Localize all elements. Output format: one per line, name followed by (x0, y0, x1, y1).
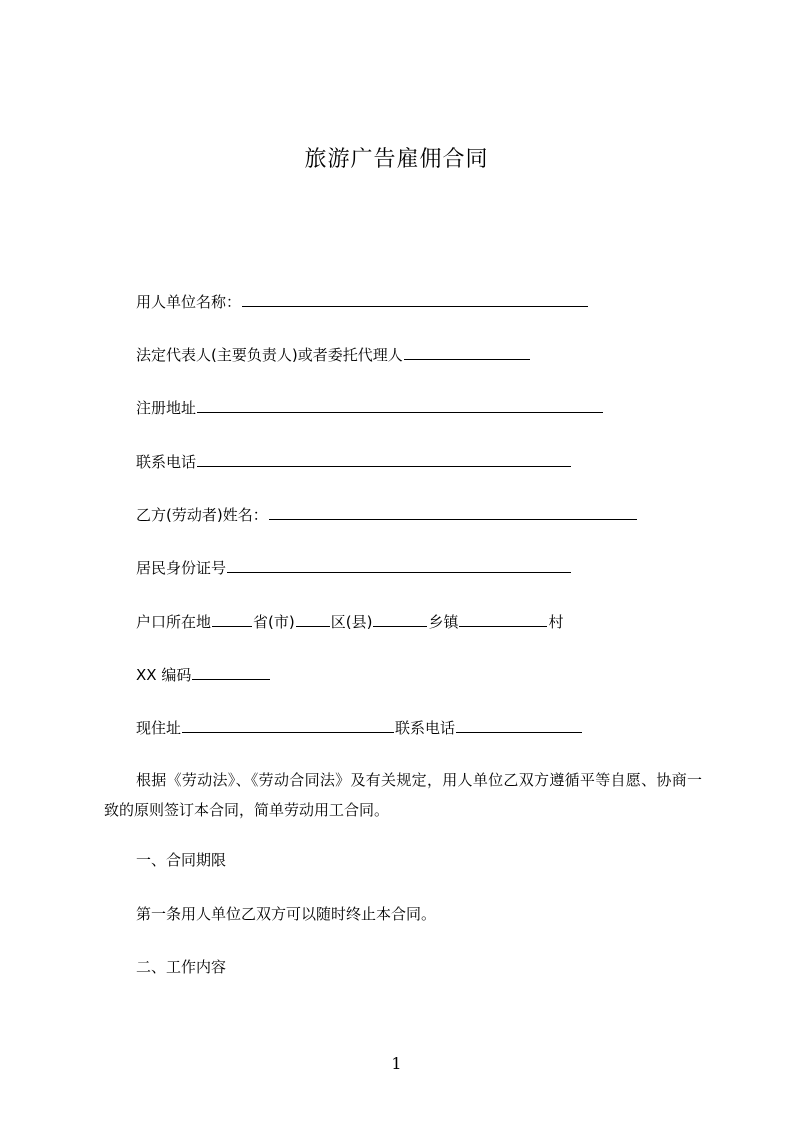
representative-line (136, 345, 531, 365)
postal-code-blank[interactable] (192, 665, 270, 680)
intro-paragraph: 根据《劳动法》、《劳动合同法》及有关规定，用人单位乙双方遵循平等自愿、协商一致的原则签订本合同，简单劳动用工合同。 (104, 771, 702, 819)
hukou-line (136, 612, 563, 632)
section2-heading: 二、工作内容 (136, 958, 227, 976)
hukou-province-label: 省(市) (253, 613, 295, 631)
employer-phone-line (136, 452, 572, 472)
representative-blank[interactable] (404, 345, 530, 360)
id-number-line (136, 558, 572, 578)
worker-name-blank[interactable] (269, 505, 637, 520)
employer-name-label: 用人单位名称： (136, 293, 242, 311)
hukou-district-blank[interactable] (296, 612, 330, 627)
current-address-label: 现住址 (136, 719, 182, 737)
page-number: 1 (391, 1054, 402, 1073)
registered-address-line (136, 398, 604, 418)
hukou-province-blank[interactable] (212, 612, 252, 627)
hukou-village-label: 村 (548, 613, 564, 631)
hukou-town-blank[interactable] (373, 612, 427, 627)
worker-contact-phone-blank[interactable] (456, 718, 582, 733)
id-number-label: 居民身份证号 (136, 559, 227, 577)
worker-contact-phone-label: 联系电话 (395, 719, 456, 737)
employer-name-line (136, 292, 589, 312)
employer-phone-label: 联系电话 (136, 453, 197, 471)
document-title: 旅游广告雇佣合同 (304, 147, 489, 172)
worker-name-line (136, 505, 638, 525)
section1-heading: 一、合同期限 (136, 851, 227, 869)
hukou-town-label: 乡镇 (428, 613, 459, 631)
registered-address-blank[interactable] (197, 398, 603, 413)
id-number-blank[interactable] (227, 558, 571, 573)
current-address-line (136, 718, 583, 738)
postal-code-line (136, 665, 271, 685)
article1-text: 第一条用人单位乙双方可以随时终止本合同。 (136, 905, 437, 923)
hukou-label: 户口所在地 (136, 613, 212, 631)
employer-phone-blank[interactable] (197, 452, 571, 467)
postal-code-label: XX 编码 (136, 666, 192, 684)
worker-name-label: 乙方(劳动者)姓名： (136, 506, 268, 524)
registered-address-label: 注册地址 (136, 399, 197, 417)
current-address-blank[interactable] (182, 718, 394, 733)
employer-name-blank[interactable] (242, 292, 588, 307)
representative-label: 法定代表人(主要负责人)或者委托代理人 (136, 346, 403, 364)
hukou-village-blank[interactable] (459, 612, 547, 627)
hukou-district-label: 区(县) (330, 613, 373, 631)
